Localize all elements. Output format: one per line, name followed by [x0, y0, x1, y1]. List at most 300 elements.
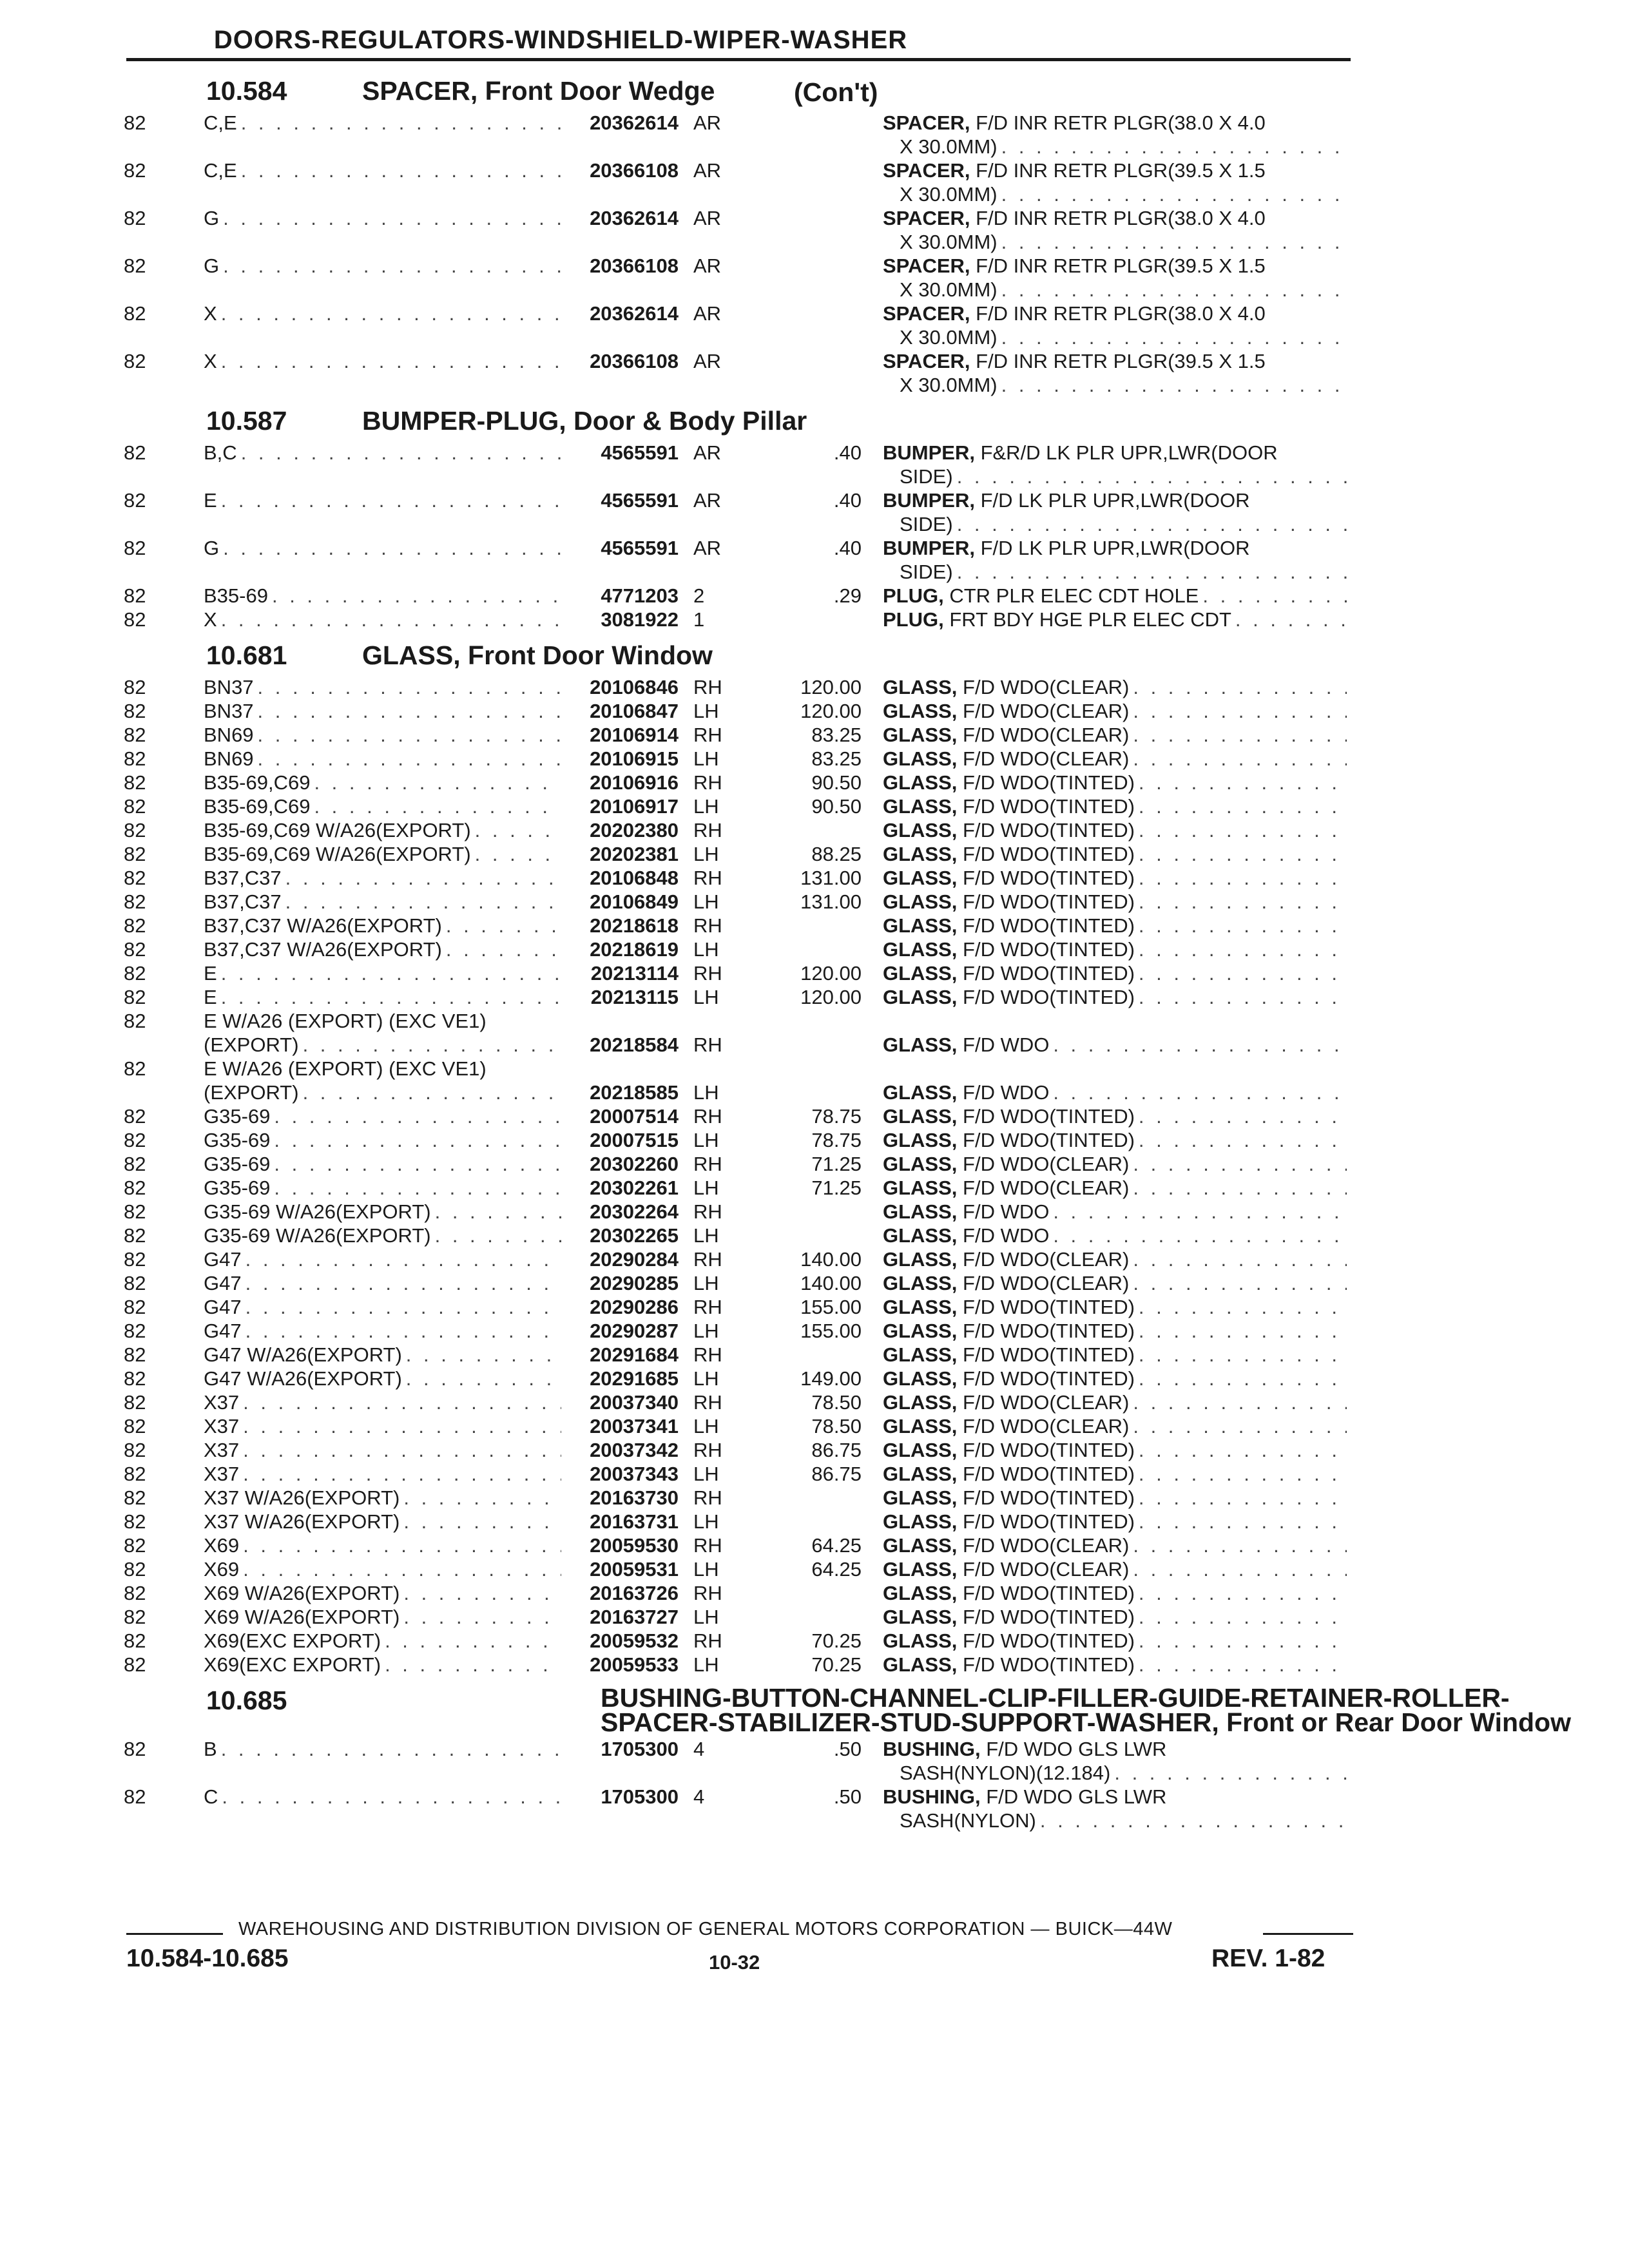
- quantity: RH: [693, 867, 722, 889]
- description-cell: [883, 1367, 1347, 1390]
- description-cell: [883, 771, 1347, 794]
- description-keyword: GLASS,: [883, 890, 958, 913]
- description-detail: F/D WDO(TINTED): [957, 890, 1135, 913]
- model-year: 82: [124, 1582, 146, 1604]
- price: 155.00: [800, 1320, 862, 1342]
- table-row: [124, 206, 1354, 254]
- model-year: 82: [124, 914, 146, 937]
- dot-leader: [218, 1785, 561, 1809]
- dot-leader: [1129, 1390, 1347, 1414]
- description-line: [883, 771, 1347, 794]
- description-line: [883, 1390, 1347, 1414]
- quantity: LH: [693, 1463, 719, 1485]
- model-text: B35-69,C69: [204, 795, 311, 818]
- model-year: 82: [124, 1415, 146, 1437]
- part-number: 20106916: [590, 771, 679, 794]
- dot-leader: [1231, 608, 1347, 631]
- quantity: RH: [693, 1153, 722, 1175]
- table-row: [124, 1295, 1354, 1319]
- table-row: [124, 890, 1354, 914]
- dot-leader: [1135, 794, 1347, 818]
- description-keyword: GLASS,: [883, 1033, 958, 1056]
- price: 140.00: [800, 1272, 862, 1294]
- model-year: 82: [124, 1153, 146, 1175]
- description-text: [883, 1510, 1135, 1533]
- table-row: [124, 1605, 1354, 1629]
- dot-leader: [1135, 1462, 1347, 1486]
- description-text: [883, 866, 1135, 890]
- model-line: [204, 1581, 561, 1605]
- model-line: [204, 1462, 561, 1486]
- table-row: [124, 254, 1354, 302]
- section-heading: [124, 397, 1354, 441]
- description-detail: F/D WDO(TINTED): [957, 938, 1135, 961]
- description-line: [883, 1809, 1347, 1832]
- description-line: [883, 441, 1347, 465]
- description-detail: F/D WDO(TINTED): [957, 1629, 1135, 1652]
- description-keyword: BUMPER,: [883, 537, 975, 559]
- dot-leader: [1129, 1247, 1347, 1271]
- part-number: 20291684: [590, 1343, 679, 1366]
- description-keyword: GLASS,: [883, 1200, 958, 1223]
- description-cell: [883, 1510, 1347, 1533]
- price: .50: [833, 1785, 862, 1808]
- model-text: B37,C37 W/A26(EXPORT): [204, 938, 442, 961]
- model-year: 82: [124, 1129, 146, 1151]
- description-detail: X 30.0MM): [900, 278, 998, 301]
- description-detail: F/D LK PLR UPR,LWR(DOOR: [974, 489, 1250, 512]
- description-text: [883, 349, 1266, 373]
- model-year: 82: [124, 724, 146, 746]
- price: 120.00: [800, 700, 862, 722]
- part-number: 20037340: [590, 1391, 679, 1414]
- description-text: [900, 465, 953, 488]
- dot-leader: [217, 349, 561, 373]
- model-text: X37: [204, 1439, 240, 1461]
- part-number: 20007515: [590, 1129, 679, 1151]
- model-cell: [204, 608, 561, 631]
- model-text: G: [204, 537, 220, 559]
- description-keyword: GLASS,: [883, 1415, 958, 1437]
- model-year: 82: [124, 608, 146, 631]
- model-year: 82: [124, 350, 146, 372]
- dot-leader: [431, 1200, 561, 1224]
- description-detail: SIDE): [900, 561, 953, 583]
- description-keyword: GLASS,: [883, 1486, 958, 1509]
- part-number: 3081922: [601, 608, 679, 631]
- table-row: [124, 1319, 1354, 1343]
- dot-leader: [1135, 818, 1347, 842]
- description-line: [883, 1737, 1347, 1761]
- model-line: [204, 890, 561, 914]
- dot-leader: [471, 818, 561, 842]
- description-cell: [883, 302, 1347, 349]
- section-number: 10.685: [206, 1686, 287, 1715]
- description-text: [883, 302, 1266, 325]
- price: .50: [833, 1738, 862, 1760]
- model-cell: [204, 206, 561, 230]
- description-detail: F/D INR RETR PLGR(39.5 X 1.5: [970, 159, 1266, 182]
- price: 71.25: [811, 1177, 862, 1199]
- description-line: [883, 699, 1347, 723]
- model-line: [204, 818, 561, 842]
- model-cell: [204, 1533, 561, 1557]
- description-text: [883, 206, 1266, 230]
- description-cell: [883, 1605, 1347, 1629]
- price: 90.50: [811, 771, 862, 794]
- description-keyword: SPACER,: [883, 255, 970, 277]
- quantity: LH: [693, 1558, 719, 1581]
- part-number: 20106849: [590, 890, 679, 913]
- model-line: [204, 1629, 561, 1653]
- description-detail: F/D WDO(TINTED): [957, 1320, 1135, 1342]
- description-cell: [883, 1737, 1347, 1785]
- model-text: X69 W/A26(EXPORT): [204, 1582, 400, 1604]
- quantity: RH: [693, 1582, 722, 1604]
- model-line: [204, 1510, 561, 1533]
- table-row: [124, 1367, 1354, 1390]
- table-row: [124, 1737, 1354, 1785]
- model-text: G: [204, 207, 220, 229]
- model-line: [204, 441, 561, 465]
- dot-leader: [1135, 1128, 1347, 1152]
- model-line: [204, 1081, 561, 1104]
- part-number: 20163730: [590, 1486, 679, 1509]
- description-detail: X 30.0MM): [900, 326, 998, 349]
- dot-leader: [1135, 1581, 1347, 1605]
- description-keyword: GLASS,: [883, 819, 958, 841]
- description-detail: F/D WDO(TINTED): [957, 914, 1135, 937]
- description-cell: [883, 866, 1347, 890]
- description-text: [883, 441, 1278, 465]
- model-cell: [204, 1737, 561, 1761]
- description-line: [883, 1200, 1347, 1224]
- dot-leader: [1135, 842, 1347, 866]
- model-cell: [204, 747, 561, 771]
- model-line: [204, 488, 561, 512]
- part-number: 20302260: [590, 1153, 679, 1175]
- description-line: [883, 302, 1347, 325]
- dot-leader: [239, 1414, 561, 1438]
- description-text: [883, 747, 1129, 771]
- dot-leader: [1135, 1104, 1347, 1128]
- description-text: [883, 890, 1135, 914]
- model-cell: [204, 1009, 561, 1057]
- dot-leader: [217, 302, 561, 325]
- quantity: LH: [693, 1606, 719, 1628]
- price: 71.25: [811, 1153, 862, 1175]
- model-line: [204, 1295, 561, 1319]
- description-cell: [883, 1271, 1347, 1295]
- dot-leader: [1135, 1629, 1347, 1653]
- description-keyword: PLUG,: [883, 584, 944, 607]
- model-text: E: [204, 986, 217, 1008]
- description-cell: [883, 1438, 1347, 1462]
- price: .40: [833, 489, 862, 512]
- description-text: [900, 1761, 1110, 1785]
- part-number: 20059531: [590, 1558, 679, 1581]
- part-number: 20213114: [590, 962, 679, 985]
- model-text: (EXPORT): [204, 1081, 299, 1104]
- dot-leader: [219, 206, 561, 230]
- quantity: LH: [693, 1415, 719, 1437]
- model-text: C,E: [204, 159, 237, 182]
- description-detail: F/D WDO(TINTED): [957, 962, 1135, 985]
- dot-leader: [998, 135, 1347, 159]
- dot-leader: [217, 488, 561, 512]
- description-detail: F/D INR RETR PLGR(39.5 X 1.5: [970, 350, 1266, 372]
- dot-leader: [1110, 1761, 1347, 1785]
- model-line: [204, 985, 561, 1009]
- model-year: 82: [124, 867, 146, 889]
- description-line: [883, 818, 1347, 842]
- model-line: [204, 349, 561, 373]
- description-keyword: PLUG,: [883, 608, 944, 631]
- description-keyword: GLASS,: [883, 1153, 958, 1175]
- description-line: [883, 1486, 1347, 1510]
- model-line: [204, 1438, 561, 1462]
- model-line: [204, 961, 561, 985]
- description-text: [900, 373, 998, 397]
- part-number: 20059530: [590, 1534, 679, 1557]
- description-detail: F/D WDO(TINTED): [957, 1510, 1135, 1533]
- model-year: 82: [124, 1738, 146, 1760]
- description-cell: [883, 937, 1347, 961]
- table-row: [124, 1200, 1354, 1224]
- dot-leader: [1135, 771, 1347, 794]
- part-number: 1705300: [601, 1785, 679, 1808]
- footer-revision: REV. 1-82: [1211, 1945, 1325, 1972]
- description-text: [883, 1486, 1135, 1510]
- description-detail: F/D INR RETR PLGR(38.0 X 4.0: [970, 111, 1266, 134]
- part-number: 20106846: [590, 676, 679, 698]
- description-detail: F/D WDO(TINTED): [957, 867, 1135, 889]
- part-number: 20290286: [590, 1296, 679, 1318]
- description-detail: F/D WDO: [957, 1200, 1050, 1223]
- model-line: [204, 699, 561, 723]
- quantity: 2: [693, 584, 705, 607]
- part-number: 20106915: [590, 747, 679, 770]
- description-cell: [883, 985, 1347, 1009]
- quantity: AR: [693, 537, 722, 559]
- quantity: AR: [693, 111, 722, 134]
- description-cell: [883, 1653, 1347, 1677]
- dot-leader: [239, 1462, 561, 1486]
- dot-leader: [217, 961, 561, 985]
- model-year: 82: [124, 1105, 146, 1128]
- quantity: LH: [693, 1510, 719, 1533]
- model-text: X69(EXC EXPORT): [204, 1629, 381, 1652]
- model-year: 82: [124, 1057, 146, 1080]
- dot-leader: [1129, 699, 1347, 723]
- description-keyword: GLASS,: [883, 1081, 958, 1104]
- quantity: AR: [693, 489, 722, 512]
- price: 120.00: [800, 676, 862, 698]
- model-line: [204, 1152, 561, 1176]
- description-cell: [883, 254, 1347, 302]
- description-detail: F/D WDO(CLEAR): [957, 1272, 1130, 1294]
- description-line: [883, 1224, 1347, 1247]
- description-detail: SASH(NYLON): [900, 1809, 1036, 1832]
- description-cell: [883, 914, 1347, 937]
- model-cell: [204, 584, 561, 608]
- dot-leader: [270, 1128, 561, 1152]
- model-cell: [204, 675, 561, 699]
- description-text: [883, 1033, 1049, 1057]
- description-line: [883, 111, 1347, 135]
- model-year: 82: [124, 1010, 146, 1032]
- model-year: 82: [124, 1367, 146, 1390]
- model-line: [204, 1033, 561, 1057]
- table-row: [124, 747, 1354, 771]
- dot-leader: [1135, 1438, 1347, 1462]
- quantity: RH: [693, 1296, 722, 1318]
- description-detail: F/D WDO(TINTED): [957, 986, 1135, 1008]
- model-cell: [204, 1271, 561, 1295]
- description-text: [883, 1343, 1135, 1367]
- description-text: [883, 771, 1135, 794]
- model-cell: [204, 1367, 561, 1390]
- model-text: B,C: [204, 441, 237, 464]
- dot-leader: [242, 1295, 561, 1319]
- quantity: RH: [693, 1534, 722, 1557]
- description-line: [883, 206, 1347, 230]
- description-cell: [883, 1319, 1347, 1343]
- model-text: G35-69: [204, 1129, 271, 1151]
- dot-leader: [219, 536, 561, 560]
- part-number: 20302264: [590, 1200, 679, 1223]
- part-number: 20202380: [590, 819, 679, 841]
- description-text: [883, 536, 1250, 560]
- description-cell: [883, 890, 1347, 914]
- model-text: G47 W/A26(EXPORT): [204, 1343, 402, 1366]
- model-line: [204, 675, 561, 699]
- model-cell: [204, 866, 561, 890]
- footer-rule-left: [126, 1933, 223, 1935]
- table-row: [124, 866, 1354, 890]
- description-keyword: GLASS,: [883, 1391, 958, 1414]
- description-text: [883, 111, 1266, 135]
- model-text: G47: [204, 1272, 242, 1294]
- dot-leader: [217, 608, 561, 631]
- model-year: 82: [124, 700, 146, 722]
- model-cell: [204, 961, 561, 985]
- table-row: [124, 1247, 1354, 1271]
- model-year: 82: [124, 584, 146, 607]
- dot-leader: [381, 1653, 561, 1677]
- model-text: G47: [204, 1248, 242, 1271]
- model-line: [204, 159, 561, 182]
- part-number: 20037342: [590, 1439, 679, 1461]
- description-line: [883, 914, 1347, 937]
- dot-leader: [242, 1247, 561, 1271]
- model-cell: [204, 302, 561, 325]
- model-line: [204, 1009, 561, 1033]
- description-text: [883, 1104, 1135, 1128]
- description-text: [883, 1390, 1129, 1414]
- table-row: [124, 1176, 1354, 1200]
- description-line: [883, 985, 1347, 1009]
- part-number: 20291685: [590, 1367, 679, 1390]
- description-line: [883, 254, 1347, 278]
- description-keyword: GLASS,: [883, 1105, 958, 1128]
- model-line: [204, 1343, 561, 1367]
- description-detail: F/D INR RETR PLGR(39.5 X 1.5: [970, 255, 1266, 277]
- model-cell: [204, 1295, 561, 1319]
- description-detail: F/D WDO: [957, 1224, 1050, 1247]
- dot-leader: [1036, 1809, 1347, 1832]
- description-cell: [883, 1533, 1347, 1557]
- table-row: [124, 1057, 1354, 1104]
- dot-leader: [219, 254, 561, 278]
- table-row: [124, 111, 1354, 159]
- model-line: [204, 794, 561, 818]
- description-cell: [883, 1104, 1347, 1128]
- description-cell: [883, 441, 1347, 488]
- table-row: [124, 675, 1354, 699]
- model-year: 82: [124, 1486, 146, 1509]
- part-number: 20362614: [590, 111, 679, 134]
- description-cell: [883, 1176, 1347, 1200]
- model-line: [204, 302, 561, 325]
- model-line: [204, 1605, 561, 1629]
- model-text: (EXPORT): [204, 1033, 299, 1056]
- section-continued: (Con't): [794, 77, 878, 107]
- price: 86.75: [811, 1463, 862, 1485]
- description-text: [883, 1295, 1135, 1319]
- model-cell: [204, 890, 561, 914]
- model-cell: [204, 1557, 561, 1581]
- description-cell: [883, 1581, 1347, 1605]
- model-cell: [204, 1176, 561, 1200]
- table-row: [124, 842, 1354, 866]
- model-cell: [204, 1785, 561, 1809]
- description-keyword: GLASS,: [883, 867, 958, 889]
- part-number: 20290287: [590, 1320, 679, 1342]
- description-detail: F/D WDO(CLEAR): [957, 724, 1130, 746]
- dot-leader: [1135, 866, 1347, 890]
- description-line: [883, 1629, 1347, 1653]
- price: 83.25: [811, 724, 862, 746]
- description-line: [883, 512, 1347, 536]
- description-cell: [883, 747, 1347, 771]
- model-text: G35-69: [204, 1153, 271, 1175]
- table-row: [124, 488, 1354, 536]
- quantity: LH: [693, 1272, 719, 1294]
- part-number: 20218584: [590, 1033, 679, 1056]
- model-cell: [204, 1152, 561, 1176]
- dot-leader: [442, 937, 561, 961]
- description-line: [883, 1295, 1347, 1319]
- model-text: BN69: [204, 747, 254, 770]
- description-keyword: BUMPER,: [883, 489, 975, 512]
- model-year: 82: [124, 1343, 146, 1366]
- description-text: [883, 794, 1135, 818]
- dot-leader: [1135, 937, 1347, 961]
- description-line: [883, 1104, 1347, 1128]
- description-keyword: GLASS,: [883, 747, 958, 770]
- description-line: [883, 1081, 1347, 1104]
- part-number: 20163727: [590, 1606, 679, 1628]
- description-keyword: GLASS,: [883, 1296, 958, 1318]
- description-detail: F/D WDO(TINTED): [957, 1606, 1135, 1628]
- table-row: [124, 1653, 1354, 1677]
- description-keyword: GLASS,: [883, 1463, 958, 1485]
- description-cell: [883, 1557, 1347, 1581]
- dot-leader: [310, 794, 561, 818]
- description-line: [883, 1247, 1347, 1271]
- model-cell: [204, 985, 561, 1009]
